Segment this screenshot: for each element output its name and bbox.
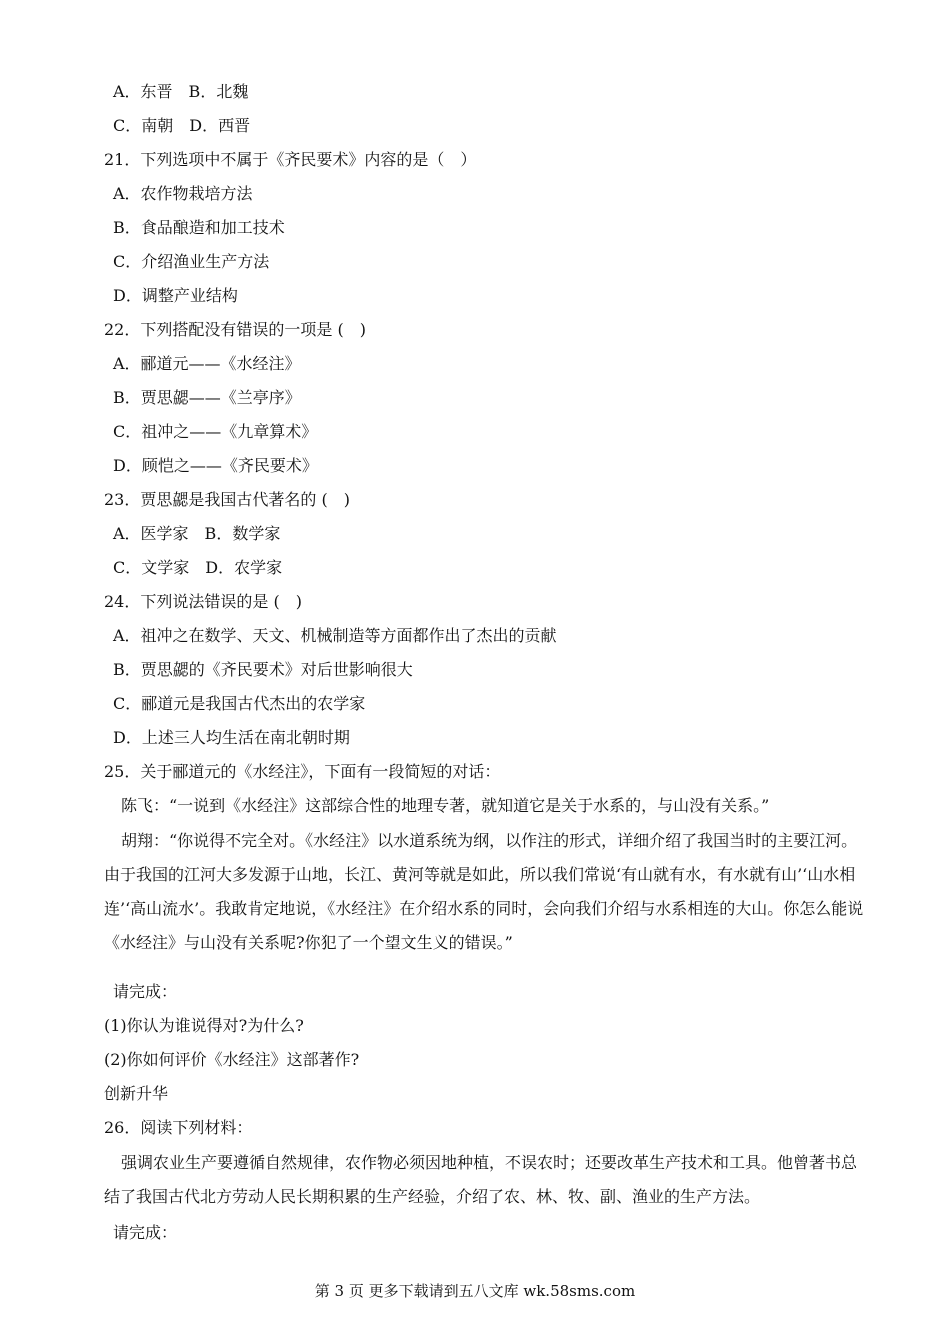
q25-stem: 25．关于郦道元的《水经注》，下面有一段简短的对话： [104, 762, 501, 781]
section-heading: 创新升华 [104, 1084, 169, 1103]
q25-subquestion-2: (2)你如何评价《水经注》这部著作? [104, 1050, 360, 1069]
q26-stem: 26．阅读下列材料： [104, 1118, 253, 1137]
q23-options-ab: A．医学家 B．数学家 [113, 524, 281, 543]
q22-option-c: C．祖冲之——《九章算术》 [113, 422, 318, 441]
q21-option-c: C．介绍渔业生产方法 [113, 252, 270, 271]
q24-stem: 24．下列说法错误的是 ( ) [104, 592, 302, 611]
q24-option-d: D．上述三人均生活在南北朝时期 [113, 728, 350, 747]
q20-options-ab: A．东晋 B．北魏 [113, 82, 249, 101]
q21-option-d: D．调整产业结构 [113, 286, 238, 305]
q25-instruction: 请完成： [113, 982, 178, 1001]
q23-options-cd: C．文学家 D．农学家 [113, 558, 283, 577]
q21-option-b: B．食品酿造和加工技术 [113, 218, 285, 237]
q26-instruction: 请完成： [113, 1223, 178, 1242]
q25-subquestion-1: (1)你认为谁说得对?为什么? [104, 1016, 304, 1035]
q21-stem: 21．下列选项中不属于《齐民要术》内容的是（ ） [104, 150, 477, 169]
q22-option-a: A．郦道元——《水经注》 [113, 354, 301, 373]
q25-dialogue-huxiang: 胡翔：“你说得不完全对。《水经注》以水道系统为纲，以作注的形式，详细介绍了我国当时的主要江河。由于我国的江河大多发源于山地，长江、黄河等就是如此，所以我们常说‘有山就有水，有水就有山’‘山水相连’‘高山流水’。我敢肯定地说，《水经注》在介绍水系的同时，会向我们介绍与水系相连的大山。你怎么能说《水经注》与山没有关系呢?你犯了一个望文生义的错误。” [104, 831, 864, 952]
q23-stem: 23．贾思勰是我国古代著名的 ( ) [104, 490, 350, 509]
q22-stem: 22．下列搭配没有错误的一项是 ( ) [104, 320, 366, 339]
q20-options-cd: C．南朝 D．西晋 [113, 116, 251, 135]
q24-option-a: A．祖冲之在数学、天文、机械制造等方面都作出了杰出的贡献 [113, 626, 557, 645]
page-footer: 第 3 页 更多下载请到五八文库 wk.58sms.com [314, 1282, 636, 1300]
q21-option-a: A．农作物栽培方法 [113, 184, 253, 203]
q22-option-d: D．顾恺之——《齐民要术》 [113, 456, 318, 475]
q22-option-b: B．贾思勰——《兰亭序》 [113, 388, 301, 407]
q24-option-b: B．贾思勰的《齐民要术》对后世影响很大 [113, 660, 413, 679]
q24-option-c: C．郦道元是我国古代杰出的农学家 [113, 694, 366, 713]
q26-material: 强调农业生产要遵循自然规律，农作物必须因地种植，不误农时；还要改革生产技术和工具。他曾著书总结了我国古代北方劳动人民长期积累的生产经验，介绍了农、林、牧、副、渔业的生产方法。 [104, 1153, 858, 1206]
q25-dialogue-chenfei: 陈飞：“一说到《水经注》这部综合性的地理专著，就知道它是关于水系的，与山没有关系。” [121, 796, 770, 815]
